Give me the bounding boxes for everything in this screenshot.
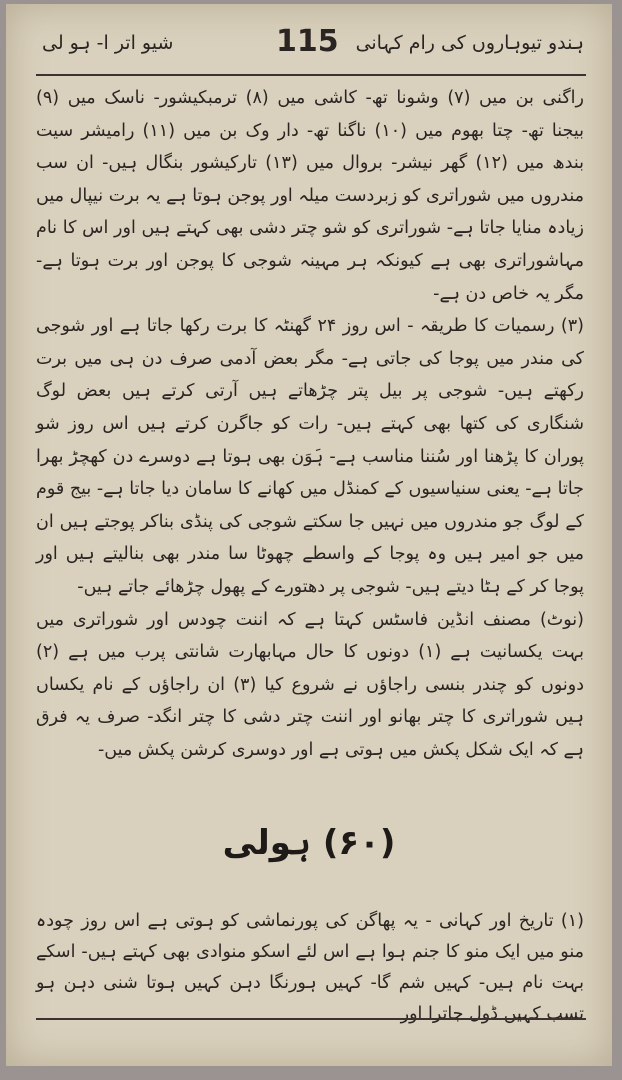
body-text	[36, 82, 584, 766]
book-page	[6, 4, 612, 1066]
book-title: ہندو تیوہاروں کی رام کہانی	[355, 32, 584, 54]
page-number: 115	[276, 24, 339, 59]
paragraph: (نوٹ) مصنف انڈین فاسٹس کہتا ہے کہ اننت چودس اور شوراتری میں بہت یکسانیت ہے (۱) دونوں کا حال مہابھارت شانتی پرب میں ہے (۲) دونوں کو چندر بنسی راجاؤں نے شروع کیا (۳) ان راجاؤں کے نام یکساں ہیں شوراتری کا چتر بھانو اور اننت چتر دشی کا چتر انگد- صرف یہ فرق ہے کہ ایک شکل پکش میں ہوتی ہے اور دوسری کرشن پکش میں-	[36, 609, 584, 760]
paragraph: (۳) رسمیات کا طریقہ - اس روز ۲۴ گھنٹہ کا برت رکھا جاتا ہے اور شوجی کی مندر میں پوجا کی جاتی ہے- مگر بعض آدمی صرف دن ہی میں برت رکھتے ہیں- شوجی پر بیل پتر چڑھاتے ہیں آرتی کرتے ہیں بعض لوگ شنگاری کی کتھا بھی کہتے ہیں- رات کو جاگرن کرتے ہیں اس روز شو پوران کا پڑھنا اور سُننا مناسب ہے- ہَوَن بھی ہوتا ہے دوسرے دن کھچڑ بھرا جاتا ہے- یعنی سنیاسیوں کے کمنڈل میں کھانے کا سامان دیا جاتا ہے- بیج قوم کے لوگ جو مندروں میں نہیں جا سکتے شوجی کی پنڈی بناکر پوجتے ہیں ان میں جو امیر ہیں وہ پوجا کے واسطے چھوٹا سا مندر بھی بنالیتے ہیں اور پوجا کر کے ہٹا دیتے ہیں- شوجی پر دھتورے کے پھول چڑھائے جاتے ہیں-	[36, 316, 584, 597]
paragraph: راگنی بن میں (۷) وشونا تھ- کاشی میں (۸) ترمبکیشور- ناسک میں (۹) بیجنا تھ- چتا بھوم میں (۱۰) ناگنا تھ- دار وک بن میں (۱۱) رامیشر سیت بندھ میں (۱۲) گھر نیشر- بروال میں (۱۳) تارکیشور بنگال ہیں- ان سب مندروں میں شوراتری کو زبردست میلہ اور پوجن ہوتا ہے یہ برت نیپال میں زیادہ منایا جاتا ہے- شوراتری کو شو چتر دشی بھی کہتے ہیں اور اس کا نام مہاشوراتری بھی ہے کیونکہ ہر مہینہ شوجی کا پوجن اور برت ہوتا ہے- مگر یہ خاص دن ہے-	[36, 88, 584, 304]
header-rule	[36, 74, 586, 76]
chapter-title: شیو اتر ا- ہو لی	[42, 32, 174, 54]
footer-rule	[36, 1018, 586, 1020]
paragraph: (۱) تاریخ اور کہانی - یہ پھاگن کی پورنماشی کو ہوتی ہے اس روز چودہ منو میں ایک منو کا جنم ہوا ہے اس لئے اسکو منوادی بھی کہتے ہیں- اسکے بہت نام ہیں- کہیں شم گا- کہیں ہورنگا دہن کہیں ہوتا شنی دہن ہو تسب کہیں ڈول جاترا اور	[36, 911, 584, 1024]
running-header	[6, 18, 612, 68]
section-body	[36, 906, 584, 1030]
section-heading: (۶۰) ہولی	[222, 823, 396, 863]
